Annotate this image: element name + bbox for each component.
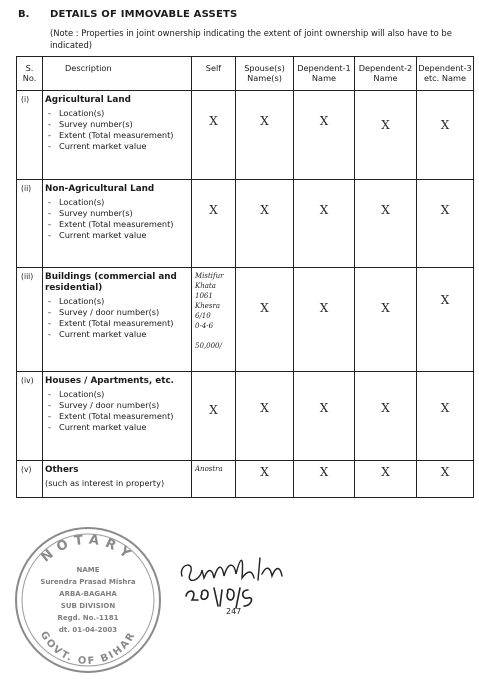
cell-dependent-3 (417, 268, 474, 372)
table-row (17, 91, 474, 180)
section-note: (Note : Properties in joint ownership indicating the extent of joint ownership will also have to be indicated) (50, 28, 452, 50)
category-title: Agricultural Land (45, 95, 131, 105)
table-row (17, 268, 474, 372)
cell-dependent-2 (355, 461, 417, 498)
signature-stroke (181, 558, 282, 580)
cross-mark: X (440, 465, 450, 479)
cross-mark: X (440, 401, 450, 415)
cross-mark: X (209, 203, 218, 217)
header-sno: S. No. (17, 57, 43, 91)
cross-mark: X (209, 403, 218, 417)
stamp-line: Regd. No.-1181 (57, 614, 119, 622)
category-title: Others (45, 465, 79, 475)
stamp-outer-ring (16, 528, 160, 672)
cross-mark: X (260, 301, 269, 315)
cell-dependent-3 (417, 372, 474, 461)
cell-spouse (236, 180, 294, 268)
cross-mark: X (381, 118, 390, 132)
immovable-assets-table (16, 56, 474, 498)
cross-mark: X (381, 465, 390, 479)
cross-mark: X (319, 465, 329, 479)
header-self: Self (192, 57, 236, 91)
cross-mark: X (260, 203, 269, 217)
stamp-line: dt. 01-04-2003 (58, 626, 118, 634)
cell-self (192, 372, 236, 461)
stamp-line: SUB DIVISION (60, 602, 116, 610)
cell-spouse (236, 372, 294, 461)
category-title: Houses / Apartments, etc. (45, 376, 174, 386)
category-title: Buildings (commercial and residential) (45, 272, 177, 293)
cell-dependent-2 (355, 91, 417, 180)
cell-dependent-3 (417, 180, 474, 268)
row-sno: (ii) (17, 180, 43, 268)
cell-dependent-1 (294, 180, 355, 268)
field-label: - Extent (Total measurement) (48, 318, 174, 328)
stamp-line: ARBA-BAGAHA (59, 590, 117, 598)
row-description (43, 268, 192, 372)
field-label: - Current market value (48, 329, 147, 339)
stamp-top-text: NOTARY (38, 532, 138, 566)
row-description (43, 461, 192, 498)
cell-self (192, 91, 236, 180)
date-stroke (186, 588, 251, 608)
cross-mark: X (440, 203, 450, 217)
category-title: Non-Agricultural Land (45, 184, 155, 194)
cell-dependent-3 (417, 461, 474, 498)
field-label: - Extent (Total measurement) (48, 411, 174, 421)
cell-dependent-2 (355, 180, 417, 268)
section-letter: B. (18, 9, 30, 20)
cell-self (192, 268, 236, 372)
handwritten-entry: Mistifur Khata 1061 Khesra 6/10 0-4-6 50,000/ (195, 272, 224, 350)
row-description (43, 91, 192, 180)
cell-self (192, 461, 236, 498)
field-label: - Location(s) (48, 108, 105, 118)
stamp-line: Surendra Prasad Mishra (40, 578, 136, 586)
row-sno: (i) (17, 91, 43, 180)
notary-stamp (10, 522, 165, 677)
cell-dependent-2 (355, 268, 417, 372)
field-label: - Location(s) (48, 197, 105, 207)
field-label: - Current market value (48, 422, 147, 432)
field-label: - Extent (Total measurement) (48, 219, 174, 229)
cell-dependent-1 (294, 268, 355, 372)
cross-mark: X (381, 301, 390, 315)
cell-spouse (236, 268, 294, 372)
row-sno: (v) (17, 461, 43, 498)
cell-spouse (236, 461, 294, 498)
cross-mark: X (319, 401, 329, 415)
cell-dependent-3 (417, 91, 474, 180)
cross-mark: X (319, 114, 329, 128)
header-spouse: Spouse(s) Name(s) (236, 57, 294, 91)
table-row (17, 461, 474, 498)
row-sno: (iii) (17, 268, 43, 372)
field-label: - Extent (Total measurement) (48, 130, 174, 140)
category-subtitle: (such as interest in property) (45, 478, 165, 488)
row-description (43, 180, 192, 268)
field-label: - Location(s) (48, 389, 105, 399)
cell-self (192, 180, 236, 268)
header-dependent-1: Dependent-1 Name (294, 57, 355, 91)
field-label: - Survey number(s) (48, 208, 133, 218)
cross-mark: X (260, 401, 269, 415)
cell-dependent-1 (294, 372, 355, 461)
cell-spouse (236, 91, 294, 180)
cross-mark: X (260, 114, 269, 128)
table-row (17, 372, 474, 461)
row-description (43, 372, 192, 461)
header-dependent-2: Dependent-2 Name (355, 57, 417, 91)
cross-mark: X (440, 293, 450, 307)
header-dependent-3: Dependent-3 etc. Name (417, 57, 474, 91)
cross-mark: X (381, 401, 390, 415)
section-title: DETAILS OF IMMOVABLE ASSETS (50, 9, 238, 20)
cross-mark: X (319, 301, 329, 315)
cell-dependent-2 (355, 372, 417, 461)
field-label: - Survey / door number(s) (48, 307, 160, 317)
field-label: - Location(s) (48, 296, 105, 306)
handwritten-entry: Anostra (195, 465, 223, 473)
header-description: Description (43, 57, 192, 91)
cross-mark: X (260, 465, 269, 479)
cross-mark: X (381, 203, 390, 217)
field-label: - Current market value (48, 230, 147, 240)
cross-mark: X (440, 118, 450, 132)
field-label: - Current market value (48, 141, 147, 151)
table-row (17, 180, 474, 268)
field-label: - Survey / door number(s) (48, 400, 160, 410)
stamp-line: NAME (76, 566, 100, 574)
stamp-bottom-text: GOVT. OF BIHAR (37, 629, 139, 668)
cross-mark: X (209, 114, 218, 128)
cross-mark: X (319, 203, 329, 217)
cell-dependent-1 (294, 91, 355, 180)
table-header-row (17, 57, 474, 91)
page-number: 247 (226, 607, 242, 616)
row-sno: (iv) (17, 372, 43, 461)
field-label: - Survey number(s) (48, 119, 133, 129)
cell-dependent-1 (294, 461, 355, 498)
